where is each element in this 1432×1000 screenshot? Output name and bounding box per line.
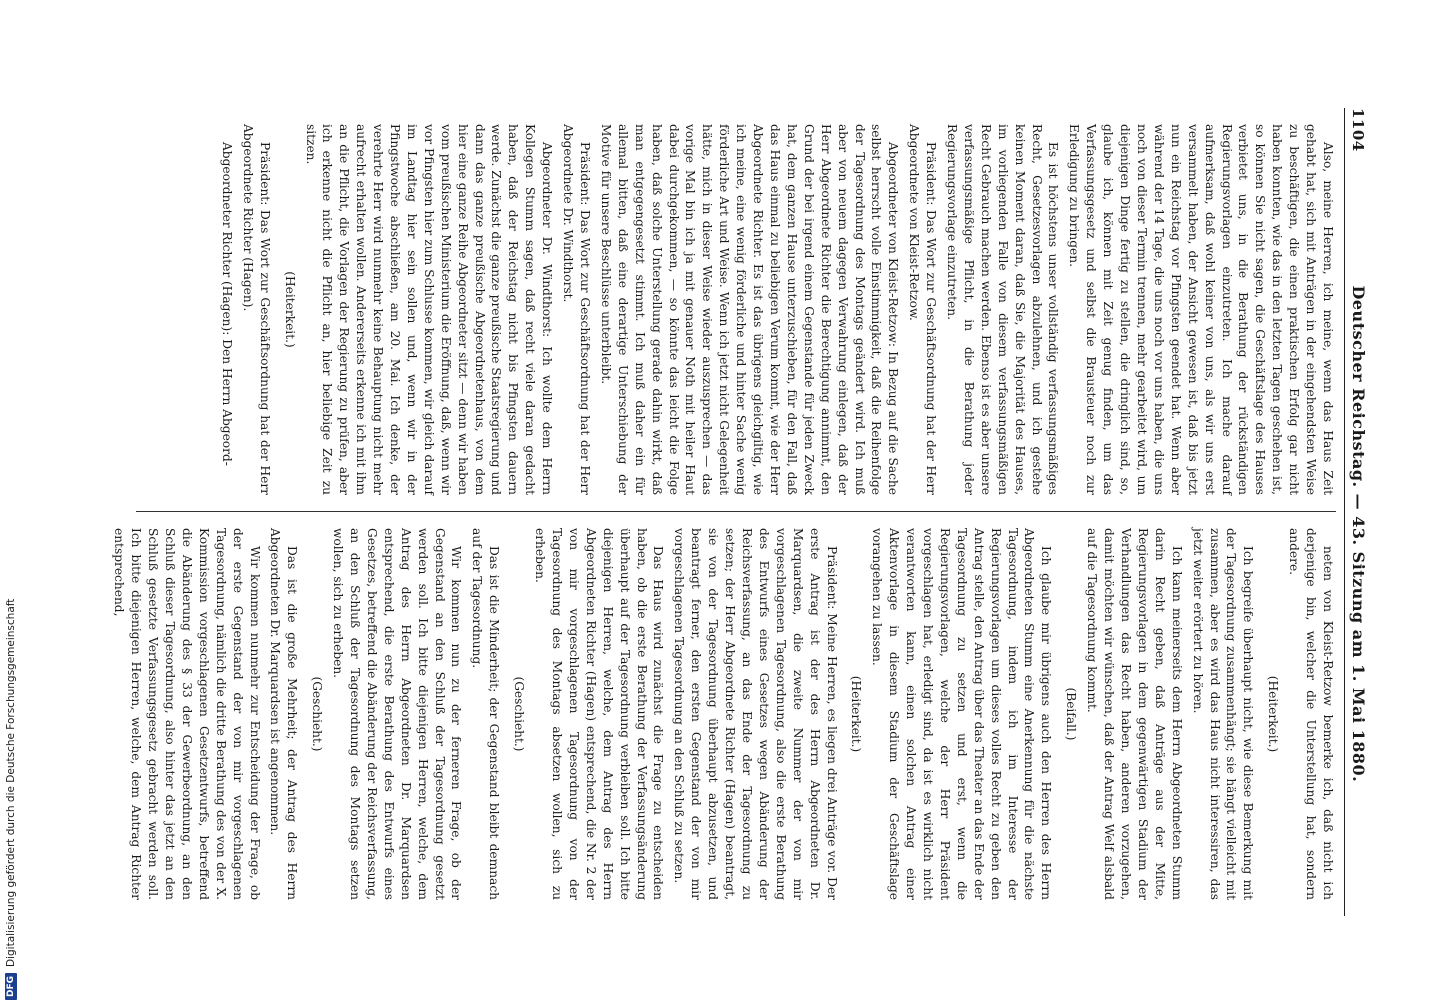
reaction-note: (Heiterkeit.) bbox=[1266, 675, 1281, 753]
left-column bbox=[136, 108, 1336, 512]
paragraph: Abgeordneter Dr. Windthorst: Ich wollte dem Herrn Kollegen Stumm sagen, daß recht viele daran gedacht haben, daß der Reichstag nicht bis Pfingsten dauern werde. Zunächst die ganze preußische Staatsregierung und dann das ganze preußische Abgeordnetenhaus, von dem hier eine ganze Reihe Abgeordneter sitzt — denn wir haben vom preußischen Ministerium die Eröffnung, daß, wenn wir vor Pfingsten hier zum Schlusse kommen, wir gleich darauf im Landtag hier sein sollen und, wenn wir in der Pfingstwoche abschließen, am 20. Mai. Ich denke, der verehrte Herr wird nunmehr keine Behauptung nicht mehr aufrecht erhalten wollen. Andererseits erkenne ich mit ihm an die Pflicht, die Vorlagen der Regierung zu prüfen, aber ich erkenne nicht die Pflicht an, hier beliebige Zeit zu sitzen. bbox=[303, 124, 555, 495]
text-columns bbox=[112, 108, 1336, 916]
paragraph: Das ist die große Mehrheit; der Antrag des Herrn Abgeordneten Dr. Marquardsen ist angenommen. bbox=[268, 528, 300, 900]
reaction-note: (Geschieht.) bbox=[310, 676, 325, 752]
paragraph: Das Haus wird zunächst die Frage zu entscheiden haben, ob die erste Berathung der Verfassungsänderung überhaupt auf der Tagesordnung verbleiben soll. Ich bitte diejenigen Herren, welche, dem Antrag des Herrn Abgeordneten Richter (Hagen) entsprechend, die Nr. 2 der von mir vorgeschlagenen Tagesordnung von der Tagesordnung des Montags absetzen wollen, sich zu erheben. bbox=[533, 528, 666, 900]
reaction-note: (Geschieht.) bbox=[512, 676, 527, 752]
paragraph: Wir kommen nunmehr zur Entscheidung der Frage, ob der erste Gegenstand der von mir vorgeschlagenen Tagesordnung, nämlich die dritte Berathung des von der X. Kommission vorgeschlagenen Gesetzentwurfs, betreffend die Abänderung des § 33 der Gewerbeordnung, an den Schluß dieser Tagesordnung, also hinter das jetzt an den Schluß gesetzte Verfassungsgesetz gebracht werden soll. Ich bitte diejenigen Herren, welche, dem Antrag Richter entsprechend, bbox=[112, 528, 262, 900]
president-remark: Präsident: Das Wort zur Geschäftsordnung hat der Herr Abgeordnete Richter (Hagen). bbox=[240, 124, 272, 495]
paragraph: Abgeordneter Richter (Hagen): Den Herrn Abgeord- bbox=[219, 142, 234, 466]
paragraph: Es ist höchstens unser vollständig verfassungsmäßiges Recht, Gesetzesvorlagen abzulehnen, und ich gestehe keinen Moment daran, daß Sie, die Majorität des Hauses, im vorliegenden Falle von diesem verfassungsmäßigen Recht Gebrauch machen werden. Ebenso ist es aber unsere verfassungsmäßige Pflicht, in die Berathung jeder Regierungsvorlage einzutreten. bbox=[945, 124, 1061, 495]
paragraph: Abgeordneter von Kleist-Retzow: In Bezug auf die Sache selbst herrscht volle Einstimmigkeit, daß die Reihenfolge der Tagesordnung des Montags geändert wird. Ich muß aber von neuem dagegen Verwahrung einlegen, daß der Herr Abgeordnete Richter die Berechtigung annimmt, den Grund der bei irgend einem Gegenstande für jeden Zweck hat, dem ganzen Hause unterzuschieben, für den Fall, daß das Haus einmal zu beliebigen Verum kommt, wie der Herr Abgeordnete Richter. Es ist das übrigens gleichgiltig, wie ich meine, eine wenig förderliche und hinter Sache wenig förderliche Art und Weise. Wenn ich jetzt nicht Gelegenheit hätte, mich in dieser Weise wieder auszusprechen — das vorige Mal bin ich ja mit genauer Noth mit heiler Haut dabei durchgekommen, — so könnte das leicht die Folge haben, daß solche Unterstellung gerade dahin wirkt, daß man entgegengesetzt stimmt. Ich muß daher ein für allemal bitten, daß eine derartige Unterschiebung der Motive für unsere Beschlüsse unterbleibt. bbox=[598, 124, 901, 495]
paragraph: Das ist die Minderheit; der Gegenstand bleibt demnach auf der Tagesordnung. bbox=[470, 528, 502, 900]
paragraph: Wir kommen nun zu der ferneren Frage, ob der Gegenstand an den Schluß der Tagesordnung gesetzt werden soll. Ich bitte diejenigen Herren, welche, dem Antrag des Herrn Abgeordneten Dr. Marquardsen entsprechend, die erste Berathung des Entwurfs eines Gesetzes, betreffend die Abänderung der Reichsverfassung, an den Schluß der Tagesordnung des Montags setzen wollen, sich zu erheben. bbox=[331, 528, 464, 900]
digitization-credit bbox=[0, 0, 22, 1000]
reaction-note: (Heiterkeit.) bbox=[849, 675, 864, 753]
right-column bbox=[112, 512, 1336, 916]
reaction-note: (Beifall.) bbox=[1064, 687, 1079, 741]
reaction-note: (Heiterkeit.) bbox=[282, 271, 297, 348]
paragraph: neten von Kleist-Retzow bemerke ich, daß nicht ich derjenige bin, welcher die Unterstellung hat, sondern andere. bbox=[1287, 528, 1335, 900]
dfg-logo: DFG bbox=[5, 973, 17, 1000]
paragraph: Ich begreife überhaupt nicht, wie diese Bemerkung mit der Tagesordnung zusammenhängt; sie hängt vielleicht mit zusammen, aber es wird das Haus nicht interessiren, das jetzt weiter erörtert zu hören. bbox=[1190, 528, 1256, 900]
paragraph: Ich glaube mir übrigens auch den Herren des Herrn Abgeordneten Stumm eine Anerkennung für die nächste Tagesordnung, indem ich im Interesse der Regierungsvorlagen um dieses volles Recht zu geben den Antrag stelle, den Antrag über das Theater an das Ende der Tagesordnung zu setzen und erst, wenn die Regierungsvorlagen, welche der Herr Präsident vorgeschlagen hat, erledigt sind, da ist es wirklich nicht verantworten kann, einen solchen Antrag einer Aktenvorlage in diesem Stadium der Geschäftslage vorangehen zu lassen. bbox=[870, 528, 1054, 900]
paragraph: Ich kann meinerseits dem Herrn Abgeordneten Stumm darin Recht geben, daß Anträge aus der Mitte, Regierungsvorlagen in dem gegenwärtigen Stadium der Verhandlungen das Recht haben, anderen vorzugehen, damit möchten wir wünschen, daß der Antrag Welf alsbald auf die Tagesordnung kommt. bbox=[1085, 528, 1184, 900]
paragraph: Also, meine Herren, ich meine, wenn das Haus Zeit gehabt hat, sich mit Anträgen in der eingehendsten Weise zu beschäftigen, die einen praktischen Erfolg gar nicht haben konnten, wie das in den letzten Tagen geschehen ist, so können Sie nicht sagen, die Geschäftslage des Hauses verbietet uns, in die Berathung der rückständigen Regierungsvorlagen einzutreten. Ich mache darauf aufmerksam, daß wohl keiner von uns, als wir uns erst versammelt haben, der Ansicht gewesen ist, daß bis jetzt nun ein Reichstag vor Pfingsten geendet hat. Wenn aber während der 14 Tage, die uns noch vor uns haben, die uns noch von dieser Termin trennen, mehr gearbeitet wird, um diejenigen Dinge fertig zu stellen, die dringlich sind, so, glaube ich, können mit Zeit genug finden, um das Verfassungsgesetz und selbst die Brausteuer noch zur Erledigung zu bringen. bbox=[1067, 124, 1335, 495]
president-remark: Präsident: Das Wort zur Geschäftsordnung hat der Herr Abgeordnete Dr. Windthorst. bbox=[561, 124, 593, 495]
president-remark: Präsident: Meine Herren, es liegen drei Anträge vor. Der erste Antrag ist der des Herrn Abgeordneten Dr. Marquardsen, die zweite Nummer der von mir vorgeschlagenen Tagesordnung, also die erste Berathung des Entwurfs eines Gesetzes wegen Abänderung der Reichsverfassung, an das Ende der Tagesordnung zu setzen; der Herr Abgeordnete Richter (Hagen) beantragt, sie von der Tagesordnung überhaupt abzusetzen, und beantragt ferner, den ersten Gegenstand der von mir vorgeschlagenen Tagesordnung an den Schluß zu setzen. bbox=[672, 528, 839, 900]
credit-text: Digitalisierung gefördert durch die Deutsche Forschungsgemeinschaft bbox=[5, 598, 17, 967]
president-remark: Präsident: Das Wort zur Geschäftsordnung hat der Herr Abgeordnete von Kleist-Retzow. bbox=[907, 124, 939, 495]
page-title: Deutscher Reichstag. — 43. Sitzung am 1. Mai 1880. bbox=[1349, 285, 1368, 783]
page-number: 1104 bbox=[1349, 108, 1367, 152]
page-header bbox=[1344, 108, 1368, 916]
